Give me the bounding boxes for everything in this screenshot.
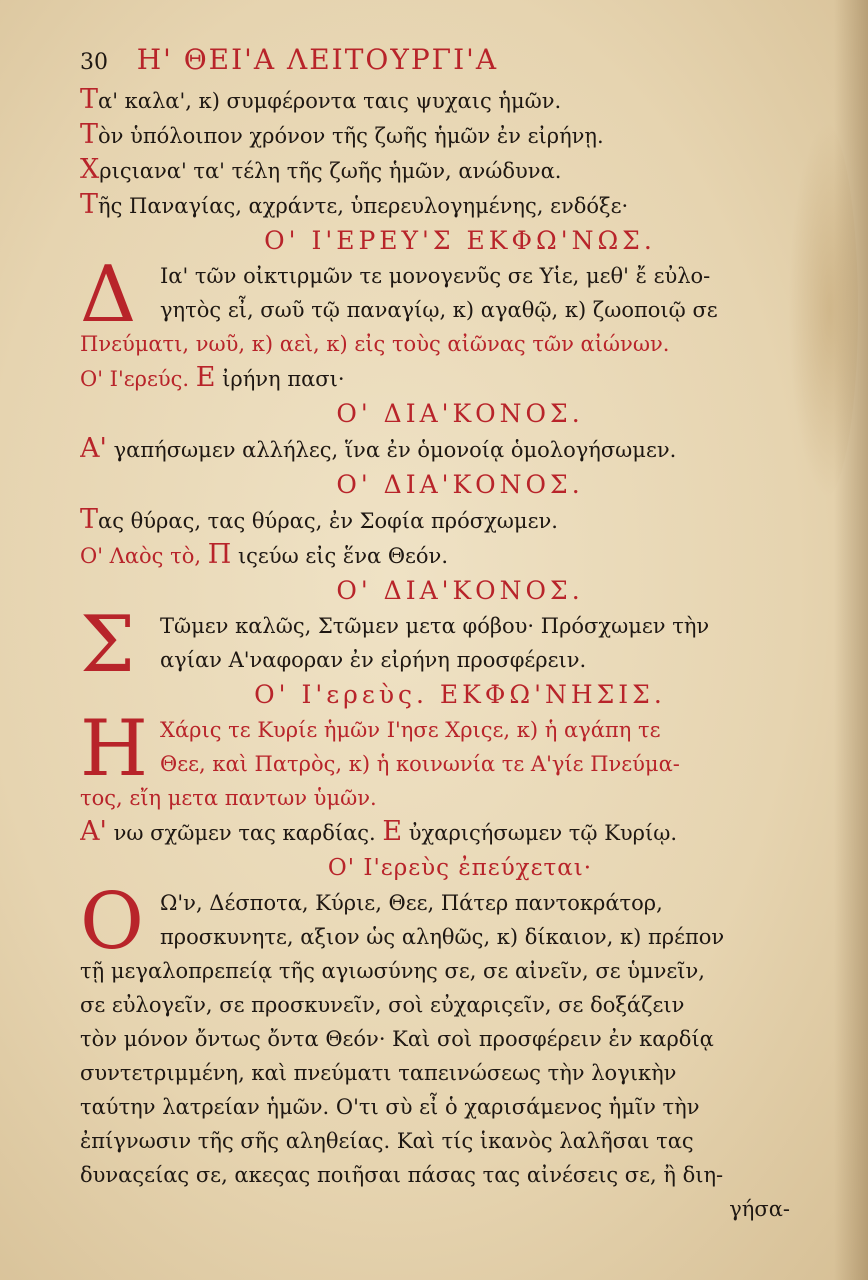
line-text: ὐχαριςήσωμεν τῷ Κυρίῳ. — [402, 821, 678, 845]
line-text: ῆς Παναγίας, αχράντε, ὑπερευλογημένης, ενδόξε· — [98, 194, 629, 218]
section-heading: Ο' ΔΙΑ'ΚΟΝΟΣ. — [336, 576, 584, 605]
text-line — [80, 815, 840, 850]
text-line — [80, 538, 840, 573]
red-initial: Α' — [80, 816, 107, 847]
line-text: νω σχῶμεν τας καρδίας. — [106, 821, 376, 845]
red-text: Πνεύματι, νωῦ, κ) αεὶ, κ) εἰς τοὺς αἰῶνας τῶν αἰώνων. — [80, 332, 670, 356]
text-line: Ω'ν, Δέσποτα, Κύριε, Θεε, Πάτερ παντοκράτορ, — [160, 891, 663, 915]
section-heading: Ο' Ι'ερεὺς ἐπεύχεται· — [327, 855, 593, 881]
line-text: ριςιανα' τα' τέλη τῆς ζωῆς ἡμῶν, ανώδυνα. — [99, 159, 562, 183]
text-line: Ια' τῶν οἰκτιρμῶν τε μονογενῦς σε Υἱε, μεθ' ἔ εὐλο- — [160, 264, 711, 288]
text-line — [80, 327, 840, 361]
red-initial: Τ — [80, 84, 99, 115]
text-line: συντετριμμένη, καὶ πνεύματι ταπεινώσεως τὴν λογικὴν — [80, 1061, 677, 1085]
catchword: γήσα- — [729, 1197, 790, 1221]
line-text: α' καλα', κ) συμφέροντα ταις ψυχαις ἡμῶν. — [98, 89, 562, 113]
text-line: γητὸς εἶ, σωῦ τῷ παναγίῳ, κ) αγαθῷ, κ) ζωοποιῷ σε — [160, 298, 718, 322]
paragraph-dropcap — [80, 250, 840, 361]
line-text: ὸν ὑπόλοιπον χρόνον τῆς ζωῆς ἡμῶν ἐν εἰρήνῃ. — [98, 124, 604, 148]
text-line: αγίαν Α'ναφοραν ἐν εἰρήνη προσφέρειν. — [160, 648, 587, 672]
line-text: ιςεύω εἰς ἕνα Θεόν. — [231, 544, 449, 568]
drop-cap: Δ — [80, 250, 137, 340]
line-text: γαπήσωμεν αλλήλες, ἵνα ἐν ὁμονοίᾳ ὁμολογήσωμεν. — [106, 438, 677, 462]
text-line: τῇ μεγαλοπρεπείᾳ τῆς αγιωσύνης σε, σε αἰνεῖν, σε ὑμνεῖν, — [80, 959, 705, 983]
text-line — [80, 361, 840, 396]
section-heading: Ο' Ι'ΕΡΕΥ'Σ ΕΚΦΩ'ΝΩΣ. — [264, 226, 656, 255]
paragraph-dropcap — [80, 877, 840, 1192]
red-initial: Ε — [195, 362, 216, 393]
text-line: σε εὐλογεῖν, σε προσκυνεῖν, σοὶ εὐχαριςεῖν, σε δοξάζειν — [80, 993, 685, 1017]
line-text: ας θύρας, τας θύρας, ἐν Σοφία πρόσχωμεν. — [98, 509, 558, 533]
text-line — [80, 188, 840, 223]
speaker-label: Ο' Λαὸς τὸ, — [80, 544, 202, 568]
drop-cap: Η — [80, 704, 149, 794]
text-line — [80, 153, 840, 188]
text-line — [80, 503, 840, 538]
red-initial: Τ — [80, 189, 99, 220]
text-line: προσκυνητε, αξιον ὡς αληθῶς, κ) δίκαιον, κ) πρέπον — [160, 925, 725, 949]
section-heading: Ο' ΔΙΑ'ΚΟΝΟΣ. — [336, 399, 584, 428]
paragraph-dropcap — [80, 600, 840, 690]
page-text — [80, 40, 840, 1226]
text-line: δυναςείας σε, ακεςας ποιῆσαι πάσας τας αἰνέσεις σε, ἢ διη- — [80, 1163, 724, 1187]
section-heading: Ο' ΔΙΑ'ΚΟΝΟΣ. — [336, 470, 584, 499]
text-line: τος, εἴη μετα παντων ὑμῶν. — [80, 786, 377, 810]
page-number: 30 — [80, 50, 108, 75]
text-line: ἐπίγνωσιν τῆς σῆς αληθείας. Καὶ τίς ἱκανὸς λαλῆσαι τας — [80, 1129, 694, 1153]
red-initial: Α' — [80, 433, 107, 464]
text-line: Χάρις τε Κυρίε ἡμῶν Ι'ησε Χριςε, κ) ἡ αγάπη τε — [160, 718, 661, 742]
line-text: ἰρήνη πασι· — [215, 367, 345, 391]
text-line — [80, 432, 840, 467]
drop-cap: Σ — [80, 600, 136, 690]
red-initial: Π — [207, 539, 232, 570]
red-initial: Τ — [80, 119, 99, 150]
running-title: Η' ΘΕΙ'Α ΛΕΙΤΟΥΡΓΙ'Α — [136, 43, 499, 76]
red-initial: Χ — [80, 154, 100, 185]
text-line: τὸν μόνον ὄντως ὄντα Θεόν· Καὶ σοὶ προσφέρειν ἐν καρδίᾳ — [80, 1027, 714, 1051]
running-header — [80, 40, 840, 83]
text-line: Θεε, καὶ Πατρὸς, κ) ἡ κοινωνία τε Α'γίε Πνεύμα- — [160, 752, 680, 776]
paragraph-dropcap — [80, 704, 840, 815]
section-heading: Ο' Ι'ερεὺς. ΕΚΦΩ'ΝΗΣΙΣ. — [254, 680, 666, 709]
text-line — [80, 118, 840, 153]
text-line: Τῶμεν καλῶς, Στῶμεν μετα φόβου· Πρόσχωμεν τὴν — [160, 614, 710, 638]
text-line: ταύτην λατρείαν ἡμῶν. Ο'τι σὺ εἶ ὁ χαρισάμενος ἡμῖν τὴν — [80, 1095, 700, 1119]
speaker-label: Ο' Ι'ερεύς. — [80, 367, 190, 391]
red-initial: Τ — [80, 504, 99, 535]
drop-cap: Ο — [80, 877, 144, 967]
red-initial: Ε — [382, 816, 403, 847]
text-line — [80, 83, 840, 118]
